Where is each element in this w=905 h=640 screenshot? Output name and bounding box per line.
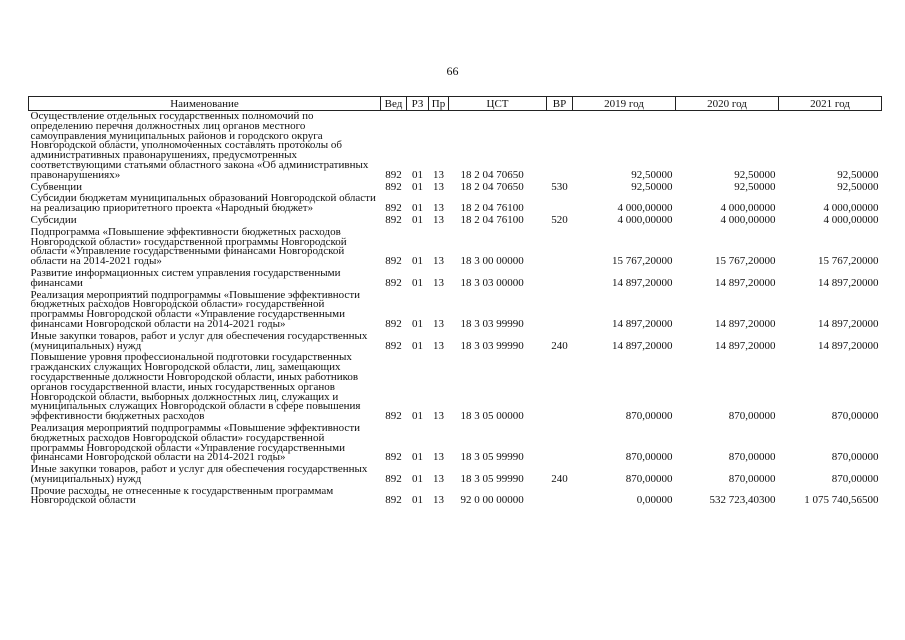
row-pr: 13 (433, 168, 444, 181)
row-2021: 870,00000 (831, 472, 879, 485)
row-rz: 01 (412, 317, 423, 330)
row-2020: 870,00000 (728, 451, 776, 464)
row-2019: 870,00000 (625, 451, 673, 464)
row-name: Подпрограмма «Повышение эффективности бюджетных расходов Новгородской области» государственной программы Новгородской области «Управление государственными финансами Новгородской области на 2014-2021 годы» (30, 225, 347, 268)
row-cst: 18 3 03 00000 (460, 276, 524, 289)
header-2020: 2020 год (676, 97, 779, 111)
row-pr: 13 (433, 213, 444, 226)
row-name: Повышение уровня профессиональной подготовки государственных гражданских служащих Новгородской области, лиц, замещающих государственные должности Новгородской области, иных работников органов государственной власти, иных государственных органов Новгородской области, выборных должностных лиц, служащих и муниципальных служащих Новгородской области в сфере повышения эффективности бюджетных расходов (30, 351, 361, 423)
row-ved: 892 (385, 494, 402, 507)
row-pr: 13 (433, 180, 444, 193)
row-rz: 01 (412, 276, 423, 289)
row-ved: 892 (385, 180, 402, 193)
row-2020: 92,50000 (734, 180, 776, 193)
header-cst: ЦСТ (449, 97, 547, 111)
row-vr (547, 352, 573, 423)
row-ved: 892 (385, 168, 402, 181)
header-name: Наименование (29, 97, 381, 111)
table-row (29, 268, 882, 290)
row-rz: 01 (412, 494, 423, 507)
row-rz: 01 (412, 202, 423, 215)
row-vr: 240 (551, 339, 568, 352)
row-pr: 13 (433, 202, 444, 215)
header-pr: Пр (429, 97, 449, 111)
table-row (29, 486, 882, 508)
row-cst: 92 0 00 00000 (460, 494, 524, 507)
row-2020: 14 897,20000 (715, 276, 776, 289)
row-ved: 892 (385, 317, 402, 330)
table-row (29, 193, 882, 215)
table-row (29, 227, 882, 268)
row-name: Субсидии бюджетам муниципальных образований Новгородской области на реализацию приоритетного проекта «Народный бюджет» (30, 192, 376, 215)
row-vr (547, 290, 573, 331)
row-cst: 18 3 00 00000 (460, 255, 524, 268)
row-ved: 892 (385, 410, 402, 423)
row-2019: 14 897,20000 (612, 276, 673, 289)
row-name: Реализация мероприятий подпрограммы «Повышение эффективности бюджетных расходов Новгородской области» государственной программы Новгородской области «Управление государственными финансами Новгородской области на 2014-2021 годы» (30, 288, 361, 330)
row-2020: 92,50000 (734, 168, 776, 181)
row-2020: 4 000,00000 (720, 202, 776, 215)
row-pr: 13 (433, 339, 444, 352)
row-cst: 18 2 04 76100 (460, 202, 524, 215)
row-2019: 14 897,20000 (612, 339, 673, 352)
row-2021: 14 897,20000 (818, 317, 879, 330)
row-rz: 01 (412, 213, 423, 226)
table-row (29, 423, 882, 464)
row-vr: 530 (551, 180, 568, 193)
row-2020: 870,00000 (728, 472, 776, 485)
row-pr: 13 (433, 472, 444, 485)
header-vr: ВР (547, 97, 573, 111)
row-2020: 14 897,20000 (715, 317, 776, 330)
row-pr: 13 (433, 494, 444, 507)
budget-table (28, 96, 882, 507)
page-number: 66 (446, 64, 459, 78)
header-2021: 2021 год (779, 97, 882, 111)
row-2021: 870,00000 (831, 410, 879, 423)
row-2019: 870,00000 (625, 472, 673, 485)
row-cst: 18 3 05 99990 (460, 472, 524, 485)
table-row (29, 352, 882, 423)
row-2021: 92,50000 (837, 180, 879, 193)
row-vr (547, 423, 573, 464)
row-ved: 892 (385, 255, 402, 268)
table-header (29, 97, 882, 111)
row-pr: 13 (433, 410, 444, 423)
table-row (29, 290, 882, 331)
row-name: Осуществление отдельных государственных полномочий по определению перечня должностных лиц органов местного самоуправления муниципальных районов и городского округа Новгородской области, уполномоченных составлять протоколы об административных правонарушениях, предусмотренных соответствующими статьями областного закона «Об административных правонарушениях» (30, 110, 369, 181)
table-body (29, 111, 882, 508)
row-name: Субсидии (30, 213, 77, 226)
row-name: Реализация мероприятий подпрограммы «Повышение эффективности бюджетных расходов Новгородской области» государственной программы Новгородской области «Управление государственными финансами Новгородской области на 2014-2021 годы» (30, 421, 361, 464)
row-pr: 13 (433, 317, 444, 330)
row-2021: 14 897,20000 (818, 339, 879, 352)
row-ved: 892 (385, 339, 402, 352)
row-ved: 892 (385, 472, 402, 485)
row-2019: 92,50000 (631, 168, 673, 181)
row-pr: 13 (433, 451, 444, 464)
row-rz: 01 (412, 168, 423, 181)
row-2019: 0,00000 (636, 494, 673, 507)
row-vr: 520 (551, 213, 568, 226)
row-vr (547, 111, 573, 182)
row-cst: 18 3 05 99990 (460, 451, 524, 464)
row-ved: 892 (385, 202, 402, 215)
row-name: Субвенции (30, 180, 83, 193)
row-2019: 4 000,00000 (617, 213, 673, 226)
row-cst: 18 3 03 99990 (460, 317, 524, 330)
row-vr (547, 227, 573, 268)
row-vr (547, 193, 573, 215)
header-ved: Вед (381, 97, 407, 111)
row-cst: 18 3 03 99990 (460, 339, 524, 352)
row-cst: 18 3 05 00000 (460, 410, 524, 423)
table-row (29, 215, 882, 227)
row-pr: 13 (433, 276, 444, 289)
row-2021: 14 897,20000 (818, 276, 879, 289)
row-2020: 532 723,40300 (709, 494, 776, 507)
row-name: Прочие расходы, не отнесенные к государственным программам Новгородской области (30, 484, 334, 507)
row-2020: 14 897,20000 (715, 339, 776, 352)
row-rz: 01 (412, 339, 423, 352)
row-cst: 18 2 04 76100 (460, 213, 524, 226)
row-cst: 18 2 04 70650 (460, 180, 524, 193)
row-vr: 240 (551, 472, 568, 485)
row-ved: 892 (385, 276, 402, 289)
table-row (29, 464, 882, 486)
row-vr (547, 486, 573, 508)
row-2020: 4 000,00000 (720, 213, 776, 226)
row-pr: 13 (433, 255, 444, 268)
row-rz: 01 (412, 180, 423, 193)
header-2019: 2019 год (573, 97, 676, 111)
header-rz: РЗ (407, 97, 429, 111)
row-2020: 870,00000 (728, 410, 776, 423)
row-name: Иные закупки товаров, работ и услуг для обеспечения государственных (муниципальных) нужд (30, 463, 368, 485)
row-2019: 4 000,00000 (617, 202, 673, 215)
row-rz: 01 (412, 451, 423, 464)
row-2021: 4 000,00000 (823, 213, 879, 226)
row-2021: 92,50000 (837, 168, 879, 181)
row-rz: 01 (412, 255, 423, 268)
row-2021: 1 075 740,56500 (804, 494, 879, 507)
row-rz: 01 (412, 472, 423, 485)
row-2021: 870,00000 (831, 451, 879, 464)
row-name: Иные закупки товаров, работ и услуг для обеспечения государственных (муниципальных) нужд (30, 329, 368, 352)
row-cst: 18 2 04 70650 (460, 168, 524, 181)
row-ved: 892 (385, 451, 402, 464)
row-name: Развитие информационных систем управления государственными финансами (30, 266, 341, 289)
row-vr (547, 268, 573, 290)
row-2021: 15 767,20000 (818, 255, 879, 268)
table-row (29, 331, 882, 353)
row-rz: 01 (412, 410, 423, 423)
row-2019: 870,00000 (625, 410, 673, 423)
row-2021: 4 000,00000 (823, 202, 879, 215)
row-2020: 15 767,20000 (715, 255, 776, 268)
row-ved: 892 (385, 213, 402, 226)
row-2019: 15 767,20000 (612, 255, 673, 268)
table-row (29, 111, 882, 182)
row-2019: 92,50000 (631, 180, 673, 193)
row-2019: 14 897,20000 (612, 317, 673, 330)
